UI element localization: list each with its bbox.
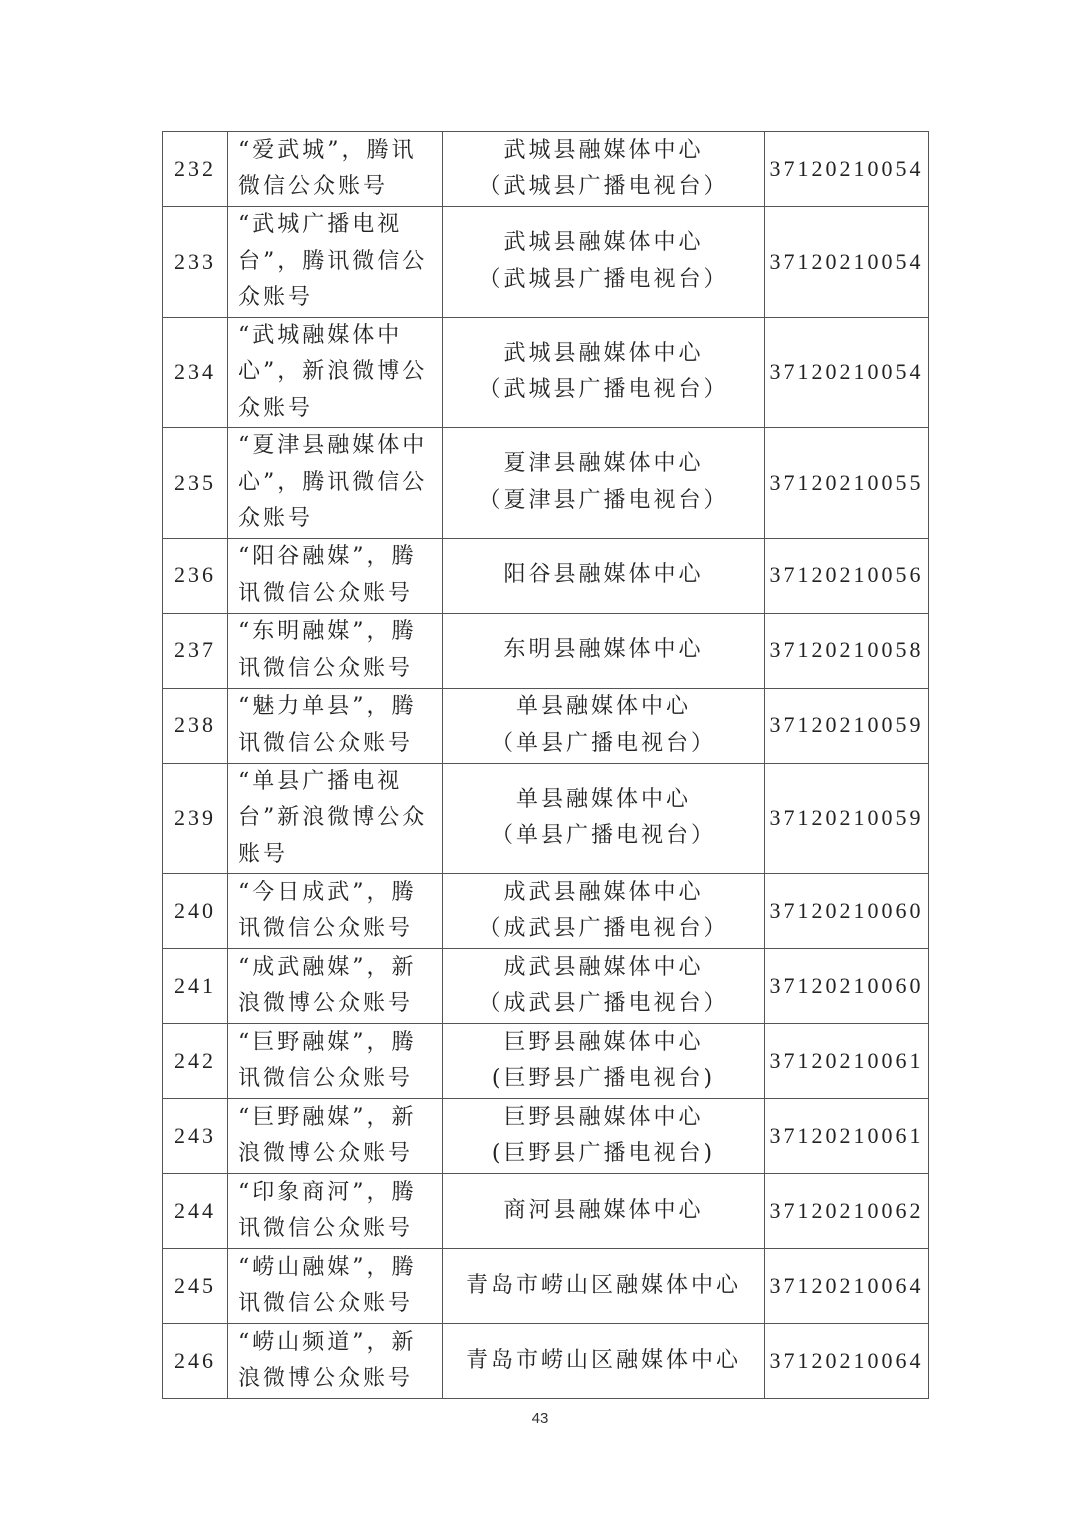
account-name-cell bbox=[228, 949, 443, 1024]
row-number: 245 bbox=[174, 1272, 216, 1298]
row-number-cell bbox=[163, 207, 228, 318]
account-name-cell bbox=[228, 874, 443, 949]
license-code: 37120210054 bbox=[769, 155, 924, 181]
account-name-line: “武城融媒体中 bbox=[238, 322, 403, 348]
account-name-line: 众账号 bbox=[238, 285, 314, 310]
organization-cell bbox=[443, 1174, 765, 1249]
account-name-line: “夏津县融媒体中 bbox=[238, 433, 428, 458]
table-row bbox=[163, 1249, 929, 1324]
license-code: 37120210055 bbox=[769, 469, 924, 495]
account-name-line: “东明融媒”，腾 bbox=[238, 619, 417, 644]
row-number-cell bbox=[163, 949, 228, 1024]
organization-line: 商河县融媒体中心 bbox=[503, 1197, 704, 1223]
organization-cell bbox=[443, 1099, 765, 1174]
license-code-cell bbox=[765, 1324, 929, 1399]
organization-line: （武城县广播电视台） bbox=[478, 266, 729, 292]
account-name-line: “巨野融媒”，新 bbox=[238, 1104, 417, 1130]
account-name-cell bbox=[228, 132, 443, 207]
organization-line: （夏津县广播电视台） bbox=[478, 487, 729, 513]
license-code: 37120210060 bbox=[769, 972, 924, 998]
row-number: 233 bbox=[174, 248, 216, 274]
license-code-cell bbox=[765, 763, 929, 874]
license-code: 37120210064 bbox=[769, 1272, 924, 1298]
account-name-line: “今日成武”，腾 bbox=[238, 879, 417, 905]
organization-line: 武城县融媒体中心 bbox=[503, 230, 704, 256]
table-row bbox=[163, 1099, 929, 1174]
organization-cell bbox=[443, 538, 765, 613]
organization-line: （单县广播电视台） bbox=[490, 823, 716, 849]
account-name-line: 讯微信公众账号 bbox=[238, 1066, 414, 1091]
organization-cell bbox=[443, 1324, 765, 1399]
organization-cell bbox=[443, 1249, 765, 1324]
organization-cell bbox=[443, 949, 765, 1024]
license-code: 37120210061 bbox=[769, 1047, 924, 1073]
license-code-cell bbox=[765, 1099, 929, 1174]
table-row bbox=[163, 874, 929, 949]
organization-line: 巨野县融媒体中心 bbox=[503, 1029, 704, 1055]
account-name-cell bbox=[228, 1099, 443, 1174]
account-name-cell bbox=[228, 613, 443, 688]
row-number: 242 bbox=[174, 1047, 216, 1073]
account-name-cell bbox=[228, 1324, 443, 1399]
account-name-line: “成武融媒”，新 bbox=[238, 954, 417, 980]
row-number-cell bbox=[163, 1249, 228, 1324]
organization-line: （武城县广播电视台） bbox=[478, 377, 729, 403]
organization-line: 武城县融媒体中心 bbox=[503, 137, 704, 163]
row-number: 238 bbox=[174, 712, 216, 738]
row-number-cell bbox=[163, 613, 228, 688]
license-code: 37120210062 bbox=[769, 1197, 924, 1223]
page-number: 43 bbox=[531, 1410, 549, 1427]
account-name-line: 台”，腾讯微信公 bbox=[238, 248, 428, 274]
account-name-line: 浪微博公众账号 bbox=[238, 1366, 414, 1391]
account-name-line: 台”新浪微博公众 bbox=[238, 805, 428, 830]
row-number: 243 bbox=[174, 1122, 216, 1148]
account-name-line: 讯微信公众账号 bbox=[238, 580, 414, 606]
organization-line: 成武县融媒体中心 bbox=[503, 954, 704, 980]
row-number-cell bbox=[163, 428, 228, 539]
registration-table bbox=[162, 131, 929, 1399]
row-number: 241 bbox=[174, 972, 216, 998]
table-row bbox=[163, 688, 929, 763]
row-number-cell bbox=[163, 1024, 228, 1099]
table-row bbox=[163, 763, 929, 874]
account-name-line: “爱武城”，腾讯 bbox=[238, 137, 417, 163]
license-code: 37120210054 bbox=[769, 248, 924, 274]
organization-line: (巨野县广播电视台) bbox=[491, 1141, 716, 1166]
table-row bbox=[163, 317, 929, 428]
row-number-cell bbox=[163, 1324, 228, 1399]
row-number-cell bbox=[163, 688, 228, 763]
table-row bbox=[163, 949, 929, 1024]
license-code: 37120210061 bbox=[769, 1122, 924, 1148]
organization-cell bbox=[443, 428, 765, 539]
organization-line: 青岛市崂山区融媒体中心 bbox=[465, 1347, 741, 1373]
license-code-cell bbox=[765, 428, 929, 539]
row-number: 232 bbox=[174, 155, 216, 181]
account-name-cell bbox=[228, 763, 443, 874]
row-number: 236 bbox=[174, 562, 216, 588]
account-name-cell bbox=[228, 317, 443, 428]
account-name-line: “魅力单县”，腾 bbox=[238, 694, 417, 719]
organization-line: 成武县融媒体中心 bbox=[503, 879, 704, 905]
account-name-line: “印象商河”，腾 bbox=[238, 1179, 417, 1205]
row-number: 246 bbox=[174, 1347, 216, 1373]
license-code-cell bbox=[765, 317, 929, 428]
account-name-cell bbox=[228, 1249, 443, 1324]
license-code: 37120210064 bbox=[769, 1347, 924, 1373]
license-code: 37120210059 bbox=[769, 805, 924, 830]
table-body bbox=[163, 132, 929, 1399]
account-name-line: 讯微信公众账号 bbox=[238, 1216, 414, 1241]
account-name-line: 微信公众账号 bbox=[238, 174, 389, 199]
organization-line: 武城县融媒体中心 bbox=[503, 340, 704, 366]
account-name-line: “巨野融媒”，腾 bbox=[238, 1029, 417, 1055]
organization-line: （成武县广播电视台） bbox=[478, 916, 729, 941]
account-name-cell bbox=[228, 688, 443, 763]
account-name-line: 讯微信公众账号 bbox=[238, 730, 414, 756]
table-row bbox=[163, 1174, 929, 1249]
account-name-line: 浪微博公众账号 bbox=[238, 1141, 414, 1166]
account-name-cell bbox=[228, 207, 443, 318]
account-name-line: “崂山融媒”，腾 bbox=[238, 1254, 417, 1280]
organization-line: 阳谷县融媒体中心 bbox=[503, 562, 704, 588]
license-code-cell bbox=[765, 1024, 929, 1099]
organization-cell bbox=[443, 317, 765, 428]
organization-line: 单县融媒体中心 bbox=[515, 786, 691, 812]
table-row bbox=[163, 132, 929, 207]
row-number-cell bbox=[163, 1099, 228, 1174]
organization-line: 夏津县融媒体中心 bbox=[503, 451, 704, 477]
row-number: 244 bbox=[174, 1197, 216, 1223]
account-name-line: 讯微信公众账号 bbox=[238, 655, 414, 681]
account-name-line: 讯微信公众账号 bbox=[238, 916, 414, 941]
license-code: 37120210058 bbox=[769, 637, 924, 663]
license-code-cell bbox=[765, 874, 929, 949]
table-row bbox=[163, 538, 929, 613]
row-number-cell bbox=[163, 874, 228, 949]
organization-line: 青岛市崂山区融媒体中心 bbox=[465, 1272, 741, 1298]
account-name-cell bbox=[228, 428, 443, 539]
account-name-line: 浪微博公众账号 bbox=[238, 991, 414, 1016]
account-name-line: 众账号 bbox=[238, 395, 314, 421]
organization-cell bbox=[443, 874, 765, 949]
account-name-line: “单县广播电视 bbox=[238, 768, 403, 794]
organization-cell bbox=[443, 132, 765, 207]
table-row bbox=[163, 613, 929, 688]
organization-line: （成武县广播电视台） bbox=[478, 991, 729, 1016]
organization-line: (巨野县广播电视台) bbox=[491, 1066, 716, 1091]
license-code: 37120210054 bbox=[769, 359, 924, 384]
account-name-line: 账号 bbox=[238, 841, 289, 867]
organization-line: 东明县融媒体中心 bbox=[503, 637, 704, 663]
row-number: 240 bbox=[174, 897, 216, 923]
license-code: 37120210059 bbox=[769, 712, 924, 738]
license-code-cell bbox=[765, 688, 929, 763]
organization-cell bbox=[443, 1024, 765, 1099]
account-name-cell bbox=[228, 1174, 443, 1249]
account-name-line: “阳谷融媒”，腾 bbox=[238, 544, 417, 569]
organization-cell bbox=[443, 763, 765, 874]
organization-line: 单县融媒体中心 bbox=[515, 694, 691, 719]
license-code-cell bbox=[765, 1174, 929, 1249]
row-number-cell bbox=[163, 132, 228, 207]
organization-cell bbox=[443, 613, 765, 688]
account-name-line: 讯微信公众账号 bbox=[238, 1291, 414, 1316]
license-code-cell bbox=[765, 949, 929, 1024]
organization-cell bbox=[443, 207, 765, 318]
row-number: 235 bbox=[174, 469, 216, 495]
row-number: 237 bbox=[174, 637, 216, 663]
license-code-cell bbox=[765, 207, 929, 318]
license-code: 37120210056 bbox=[769, 562, 924, 588]
account-name-line: “武城广播电视 bbox=[238, 212, 403, 237]
row-number-cell bbox=[163, 763, 228, 874]
license-code: 37120210060 bbox=[769, 897, 924, 923]
row-number: 239 bbox=[174, 805, 216, 830]
table-row bbox=[163, 207, 929, 318]
license-code-cell bbox=[765, 1249, 929, 1324]
table-row bbox=[163, 1324, 929, 1399]
account-name-cell bbox=[228, 1024, 443, 1099]
row-number-cell bbox=[163, 538, 228, 613]
table-row bbox=[163, 1024, 929, 1099]
account-name-line: “崂山频道”，新 bbox=[238, 1329, 417, 1355]
account-name-line: 心”，新浪微博公 bbox=[238, 359, 428, 384]
account-name-line: 心”，腾讯微信公 bbox=[238, 469, 428, 495]
organization-cell bbox=[443, 688, 765, 763]
organization-line: 巨野县融媒体中心 bbox=[503, 1104, 704, 1130]
row-number-cell bbox=[163, 317, 228, 428]
row-number-cell bbox=[163, 1174, 228, 1249]
account-name-line: 众账号 bbox=[238, 506, 314, 531]
table-row bbox=[163, 428, 929, 539]
account-name-cell bbox=[228, 538, 443, 613]
license-code-cell bbox=[765, 132, 929, 207]
license-code-cell bbox=[765, 613, 929, 688]
organization-line: （单县广播电视台） bbox=[490, 730, 716, 756]
organization-line: （武城县广播电视台） bbox=[478, 174, 729, 199]
row-number: 234 bbox=[174, 359, 216, 384]
license-code-cell bbox=[765, 538, 929, 613]
